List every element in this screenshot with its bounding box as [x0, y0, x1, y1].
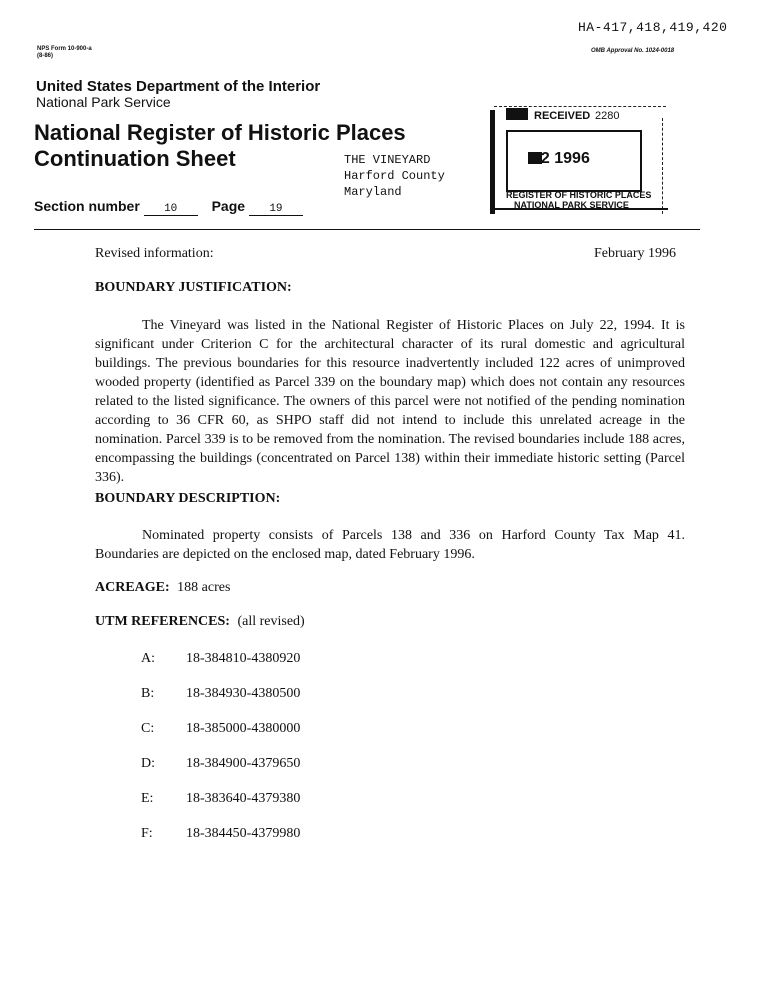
omb-approval: OMB Approval No. 1024-0018: [591, 48, 675, 54]
utm-list: [141, 651, 300, 861]
header-divider: [34, 229, 700, 230]
utm-line: [95, 614, 305, 630]
utm-value: 18-385000-4380000: [186, 721, 301, 736]
boundary-justification-heading: BOUNDARY JUSTIFICATION:: [95, 280, 292, 295]
page-label: Page: [211, 198, 246, 214]
utm-note: (all revised): [237, 614, 305, 629]
list-item: [141, 686, 300, 721]
list-item: [141, 826, 300, 861]
stamp-org-line1: REGISTER OF HISTORIC PLACES: [506, 190, 652, 200]
form-number-line1: NPS Form 10-900-a: [37, 46, 92, 52]
utm-letter: A:: [141, 651, 155, 666]
utm-letter: B:: [141, 686, 155, 701]
utm-value: 18-384450-4379980: [186, 826, 301, 841]
stamp-number: 2280: [595, 110, 620, 122]
utm-value: 18-384810-4380920: [186, 651, 301, 666]
list-item: [141, 721, 300, 756]
acreage-line: [95, 580, 230, 596]
utm-value: 18-384930-4380500: [186, 686, 301, 701]
acreage-label: ACREAGE:: [95, 580, 170, 595]
utm-letter: D:: [141, 756, 155, 771]
utm-letter: F:: [141, 826, 153, 841]
utm-value: 18-383640-4379380: [186, 791, 301, 806]
boundary-justification-text: The Vineyard was listed in the National Register of Historic Places on July 22, 1994. It is significant under Criterion C for the architectural character of its rural domestic and agricultural buildings. The previous boundaries for this resource inadvertently included 122 acres of unimproved wooded property (identified as Parcel 339 on the boundary map) which does not contain any resources related to the listed significance. The owners of this parcel were not notified of the pending nomination according to 36 CFR 60, as SHPO staff did not intend to include this unrelated acreage in the nomination. Parcel 339 is to be removed from the nomination. The revised boundaries include 188 acres, encompassing the buildings (concentrated on Parcel 138) within their immediate historic setting (Parcel 336).: [95, 318, 685, 485]
section-line: [34, 198, 303, 216]
utm-value: 18-384900-4379650: [186, 756, 301, 771]
section-label: Section number: [34, 198, 140, 214]
property-block: [344, 152, 445, 200]
property-name: THE VINEYARD: [344, 153, 431, 167]
revised-label: Revised information:: [95, 246, 214, 261]
form-number: [37, 46, 92, 60]
section-number: 10: [144, 203, 198, 216]
utm-letter: C:: [141, 721, 155, 736]
property-state: Maryland: [344, 185, 402, 199]
list-item: [141, 651, 300, 686]
department-name: United States Department of the Interior: [36, 78, 321, 95]
stamp-ink-blot: [506, 108, 528, 120]
stamp-date: 12 1996: [532, 150, 590, 167]
received-stamp: [486, 104, 672, 216]
title-line1: National Register of Historic Places: [34, 120, 406, 145]
acreage-value: 188 acres: [177, 580, 231, 595]
boundary-description-heading: BOUNDARY DESCRIPTION:: [95, 491, 281, 506]
property-county: Harford County: [344, 169, 445, 183]
document-date: February 1996: [594, 246, 677, 261]
page-number: 19: [249, 203, 303, 216]
title-line2: Continuation Sheet: [34, 146, 236, 171]
form-number-line2: (8-86): [37, 53, 54, 59]
stamp-received-label: RECEIVED: [534, 110, 591, 122]
agency-name: National Park Service: [36, 94, 171, 110]
boundary-description-text: Nominated property consists of Parcels 138 and 336 on Harford County Tax Map 41. Boundaries are depicted on the enclosed map, dated February 1996.: [95, 528, 685, 562]
utm-label: UTM REFERENCES:: [95, 614, 230, 629]
utm-letter: E:: [141, 791, 154, 806]
list-item: [141, 791, 300, 826]
list-item: [141, 756, 300, 791]
reference-number: HA-417,418,419,420: [578, 20, 728, 35]
stamp-org-line2: NATIONAL PARK SERVICE: [514, 200, 629, 210]
